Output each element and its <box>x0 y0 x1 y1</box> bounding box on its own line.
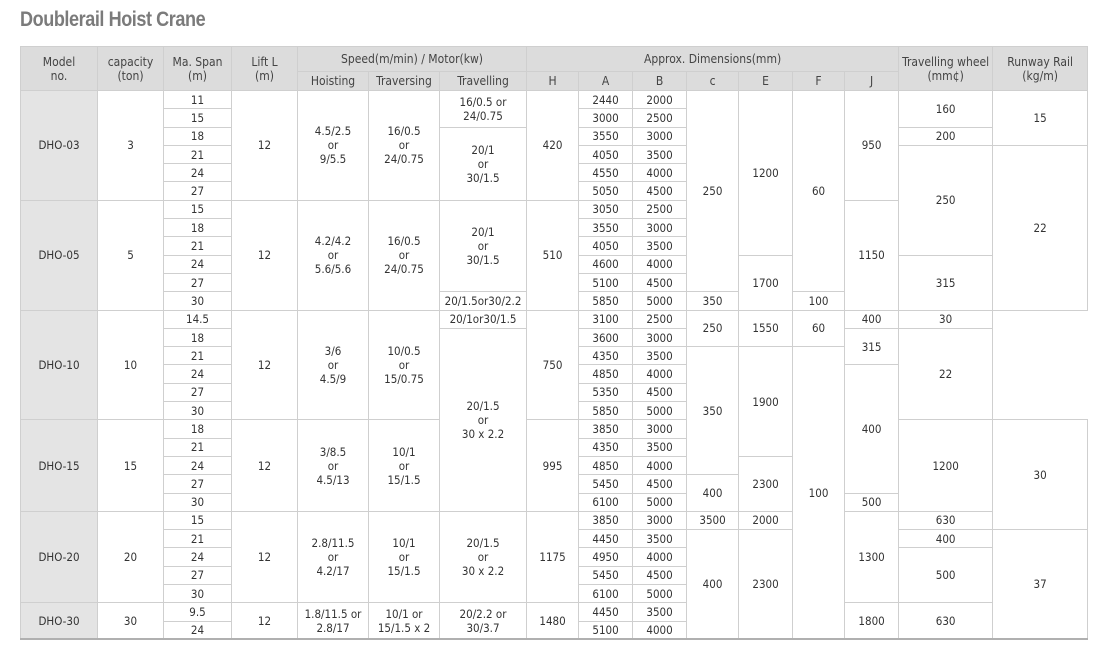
hoisting-cell: 2.8/11.5 or 4.2/17 <box>298 511 369 602</box>
lift-cell: 12 <box>232 200 298 310</box>
b-cell: 3500 <box>633 347 687 365</box>
header-model: Model no. <box>21 47 98 91</box>
capacity-cell: 30 <box>98 603 164 640</box>
a-cell: 3850 <box>579 511 633 529</box>
a-cell: 4950 <box>579 548 633 566</box>
lift-cell: 12 <box>232 511 298 602</box>
traversing-cell: 10/0.5 or 15/0.75 <box>369 310 440 420</box>
wheel-cell: 630 <box>899 603 993 640</box>
a-cell: 3100 <box>579 310 633 328</box>
j-cell: 1150 <box>845 200 899 310</box>
c-cell: 350 <box>687 347 739 475</box>
rail-cell: 22 <box>993 145 1088 310</box>
capacity-cell: 15 <box>98 420 164 511</box>
model-cell: DHO-20 <box>21 511 98 602</box>
travelling-cell: 20/2.2 or 30/3.7 <box>440 603 527 640</box>
e-cell: 2300 <box>739 456 793 511</box>
a-cell: 5050 <box>579 182 633 200</box>
b-cell: 4500 <box>633 566 687 584</box>
header-e: E <box>739 72 793 91</box>
table-row <box>21 420 1088 438</box>
b-cell: 3000 <box>633 328 687 346</box>
span-cell: 14.5 <box>164 310 232 328</box>
model-cell: DHO-15 <box>21 420 98 511</box>
b-cell: 4500 <box>633 383 687 401</box>
capacity-cell: 5 <box>98 200 164 310</box>
hoisting-cell: 3/8.5 or 4.5/13 <box>298 420 369 511</box>
e-cell: 1700 <box>739 255 793 310</box>
a-cell: 4050 <box>579 145 633 163</box>
a-cell: 5450 <box>579 566 633 584</box>
span-cell: 24 <box>164 621 232 639</box>
b-cell: 4000 <box>633 456 687 474</box>
c-cell: 400 <box>687 475 739 512</box>
span-cell: 18 <box>164 328 232 346</box>
span-cell: 24 <box>164 548 232 566</box>
b-cell: 4500 <box>633 273 687 291</box>
span-cell: 24 <box>164 365 232 383</box>
header-j: J <box>845 72 899 91</box>
b-cell: 2000 <box>633 91 687 109</box>
b-cell: 5000 <box>633 292 687 310</box>
h-cell: 750 <box>527 310 579 420</box>
b-cell: 3500 <box>633 145 687 163</box>
model-cell: DHO-05 <box>21 200 98 310</box>
header-runway-rail: Runway Rail (kg/m) <box>993 47 1088 91</box>
traversing-cell: 16/0.5 or 24/0.75 <box>369 200 440 310</box>
travelling-cell: 20/1 or 30/1.5 <box>440 200 527 291</box>
c-cell: 350 <box>687 292 739 310</box>
b-cell: 4000 <box>633 548 687 566</box>
page-title: Doublerail Hoist Crane <box>20 8 206 31</box>
table-row <box>21 511 1088 529</box>
header-travelling-wheel: Travelling wheel (mm¢) <box>899 47 993 91</box>
header-span: Ma. Span (m) <box>164 47 232 91</box>
b-cell: 3500 <box>633 438 687 456</box>
span-cell: 21 <box>164 530 232 548</box>
e-cell: 1550 <box>739 310 793 347</box>
b-cell: 4500 <box>633 475 687 493</box>
model-cell: DHO-03 <box>21 91 98 201</box>
traversing-cell: 10/1 or 15/1.5 <box>369 511 440 602</box>
b-cell: 3500 <box>633 530 687 548</box>
table-row <box>21 91 1088 109</box>
a-cell: 4600 <box>579 255 633 273</box>
lift-cell: 12 <box>232 310 298 420</box>
header-a: A <box>579 72 633 91</box>
span-cell: 9.5 <box>164 603 232 621</box>
b-cell: 3000 <box>633 511 687 529</box>
span-cell: 24 <box>164 255 232 273</box>
header-lift: Lift L (m) <box>232 47 298 91</box>
travelling-cell: 20/1 or 30/1.5 <box>440 127 527 200</box>
rail-cell: 30 <box>899 310 993 328</box>
wheel-cell: 400 <box>845 365 899 493</box>
j-cell: 1300 <box>845 511 899 602</box>
wheel-cell: 500 <box>899 548 993 603</box>
span-cell: 24 <box>164 456 232 474</box>
c-cell: 250 <box>687 91 739 292</box>
f-cell: 60 <box>793 91 845 292</box>
b-cell: 4000 <box>633 621 687 639</box>
a-cell: 5850 <box>579 292 633 310</box>
rail-cell: 22 <box>899 328 993 419</box>
span-cell: 15 <box>164 109 232 127</box>
rail-cell: 30 <box>993 420 1088 530</box>
b-cell: 3500 <box>633 237 687 255</box>
capacity-cell: 3 <box>98 91 164 201</box>
b-cell: 3000 <box>633 420 687 438</box>
span-cell: 27 <box>164 273 232 291</box>
a-cell: 6100 <box>579 585 633 603</box>
model-cell: DHO-10 <box>21 310 98 420</box>
span-cell: 21 <box>164 145 232 163</box>
span-cell: 27 <box>164 383 232 401</box>
b-cell: 4500 <box>633 182 687 200</box>
rail-cell: 37 <box>993 530 1088 640</box>
rail-cell: 15 <box>993 91 1088 146</box>
hoisting-cell: 4.2/4.2 or 5.6/5.6 <box>298 200 369 310</box>
header-c: c <box>687 72 739 91</box>
span-cell: 21 <box>164 237 232 255</box>
traversing-cell: 16/0.5 or 24/0.75 <box>369 91 440 201</box>
hoist-crane-spec-table <box>20 46 1088 640</box>
e-cell: 1200 <box>739 91 793 256</box>
span-cell: 30 <box>164 493 232 511</box>
b-cell: 5000 <box>633 585 687 603</box>
j-cell: 1200 <box>899 420 993 511</box>
a-cell: 5350 <box>579 383 633 401</box>
traversing-cell: 10/1 or 15/1.5 <box>369 420 440 511</box>
wheel-cell: 200 <box>899 127 993 145</box>
header-capacity: capacity (ton) <box>98 47 164 91</box>
e-cell: 2300 <box>739 530 793 640</box>
a-cell: 4450 <box>579 530 633 548</box>
header-b: B <box>633 72 687 91</box>
a-cell: 3550 <box>579 127 633 145</box>
header-f: F <box>793 72 845 91</box>
a-cell: 4850 <box>579 365 633 383</box>
c-cell: 3500 <box>687 511 739 529</box>
a-cell: 5450 <box>579 475 633 493</box>
span-cell: 30 <box>164 292 232 310</box>
a-cell: 3550 <box>579 219 633 237</box>
a-cell: 5100 <box>579 273 633 291</box>
a-cell: 3850 <box>579 420 633 438</box>
h-cell: 510 <box>527 200 579 310</box>
b-cell: 5000 <box>633 493 687 511</box>
wheel-cell: 315 <box>899 255 993 310</box>
a-cell: 4450 <box>579 603 633 621</box>
b-cell: 2500 <box>633 200 687 218</box>
header-speed: Speed(m/min) / Motor(kw) <box>298 47 527 72</box>
hoisting-cell: 4.5/2.5 or 9/5.5 <box>298 91 369 201</box>
lift-cell: 12 <box>232 603 298 640</box>
b-cell: 3500 <box>633 603 687 621</box>
travelling-cell: 20/1.5 or 30 x 2.2 <box>440 511 527 602</box>
f-cell: 100 <box>793 292 845 310</box>
lift-cell: 12 <box>232 91 298 201</box>
model-cell: DHO-30 <box>21 603 98 640</box>
span-cell: 27 <box>164 475 232 493</box>
a-cell: 3050 <box>579 200 633 218</box>
h-cell: 1480 <box>527 603 579 640</box>
a-cell: 2440 <box>579 91 633 109</box>
lift-cell: 12 <box>232 420 298 511</box>
capacity-cell: 20 <box>98 511 164 602</box>
a-cell: 5100 <box>579 621 633 639</box>
f-cell: 100 <box>793 347 845 640</box>
c-cell: 400 <box>687 530 739 640</box>
travelling-cell: 20/1.5 or 30 x 2.2 <box>440 328 527 511</box>
header-dimensions: Approx. Dimensions(mm) <box>527 47 899 72</box>
e-cell: 2000 <box>739 511 793 529</box>
span-cell: 30 <box>164 585 232 603</box>
a-cell: 4350 <box>579 438 633 456</box>
b-cell: 4000 <box>633 365 687 383</box>
wheel-cell: 500 <box>845 493 899 511</box>
b-cell: 4000 <box>633 164 687 182</box>
header-travelling: Travelling <box>440 72 527 91</box>
wheel-cell: 400 <box>899 530 993 548</box>
h-cell: 420 <box>527 91 579 201</box>
c-cell: 250 <box>687 310 739 347</box>
span-cell: 27 <box>164 182 232 200</box>
span-cell: 11 <box>164 91 232 109</box>
traversing-cell: 10/1 or 15/1.5 x 2 <box>369 603 440 640</box>
a-cell: 4550 <box>579 164 633 182</box>
b-cell: 2500 <box>633 109 687 127</box>
span-cell: 18 <box>164 219 232 237</box>
a-cell: 4850 <box>579 456 633 474</box>
e-cell: 1900 <box>739 347 793 457</box>
wheel-cell: 160 <box>899 91 993 128</box>
span-cell: 27 <box>164 566 232 584</box>
hoisting-cell: 1.8/11.5 or 2.8/17 <box>298 603 369 640</box>
span-cell: 18 <box>164 127 232 145</box>
travelling-cell: 20/1or30/1.5 <box>440 310 527 328</box>
j-cell: 1800 <box>845 603 899 640</box>
span-cell: 21 <box>164 438 232 456</box>
a-cell: 5850 <box>579 402 633 420</box>
header-h: H <box>527 72 579 91</box>
h-cell: 995 <box>527 420 579 511</box>
span-cell: 15 <box>164 200 232 218</box>
hoisting-cell: 3/6 or 4.5/9 <box>298 310 369 420</box>
b-cell: 3000 <box>633 219 687 237</box>
a-cell: 3000 <box>579 109 633 127</box>
span-cell: 30 <box>164 402 232 420</box>
span-cell: 18 <box>164 420 232 438</box>
b-cell: 5000 <box>633 402 687 420</box>
a-cell: 3600 <box>579 328 633 346</box>
wheel-cell: 630 <box>899 511 993 529</box>
wheel-cell: 315 <box>845 328 899 365</box>
a-cell: 4050 <box>579 237 633 255</box>
header-traversing: Traversing <box>369 72 440 91</box>
travelling-cell: 20/1.5or30/2.2 <box>440 292 527 310</box>
wheel-cell: 250 <box>899 145 993 255</box>
a-cell: 6100 <box>579 493 633 511</box>
wheel-cell: 400 <box>845 310 899 328</box>
span-cell: 21 <box>164 347 232 365</box>
span-cell: 24 <box>164 164 232 182</box>
f-cell: 60 <box>793 310 845 347</box>
h-cell: 1175 <box>527 511 579 602</box>
b-cell: 2500 <box>633 310 687 328</box>
span-cell: 15 <box>164 511 232 529</box>
table-row <box>21 310 1088 328</box>
a-cell: 4350 <box>579 347 633 365</box>
table-row <box>21 603 1088 621</box>
travelling-cell: 16/0.5 or 24/0.75 <box>440 91 527 128</box>
j-cell: 950 <box>845 91 899 201</box>
capacity-cell: 10 <box>98 310 164 420</box>
b-cell: 3000 <box>633 127 687 145</box>
header-hoisting: Hoisting <box>298 72 369 91</box>
b-cell: 4000 <box>633 255 687 273</box>
